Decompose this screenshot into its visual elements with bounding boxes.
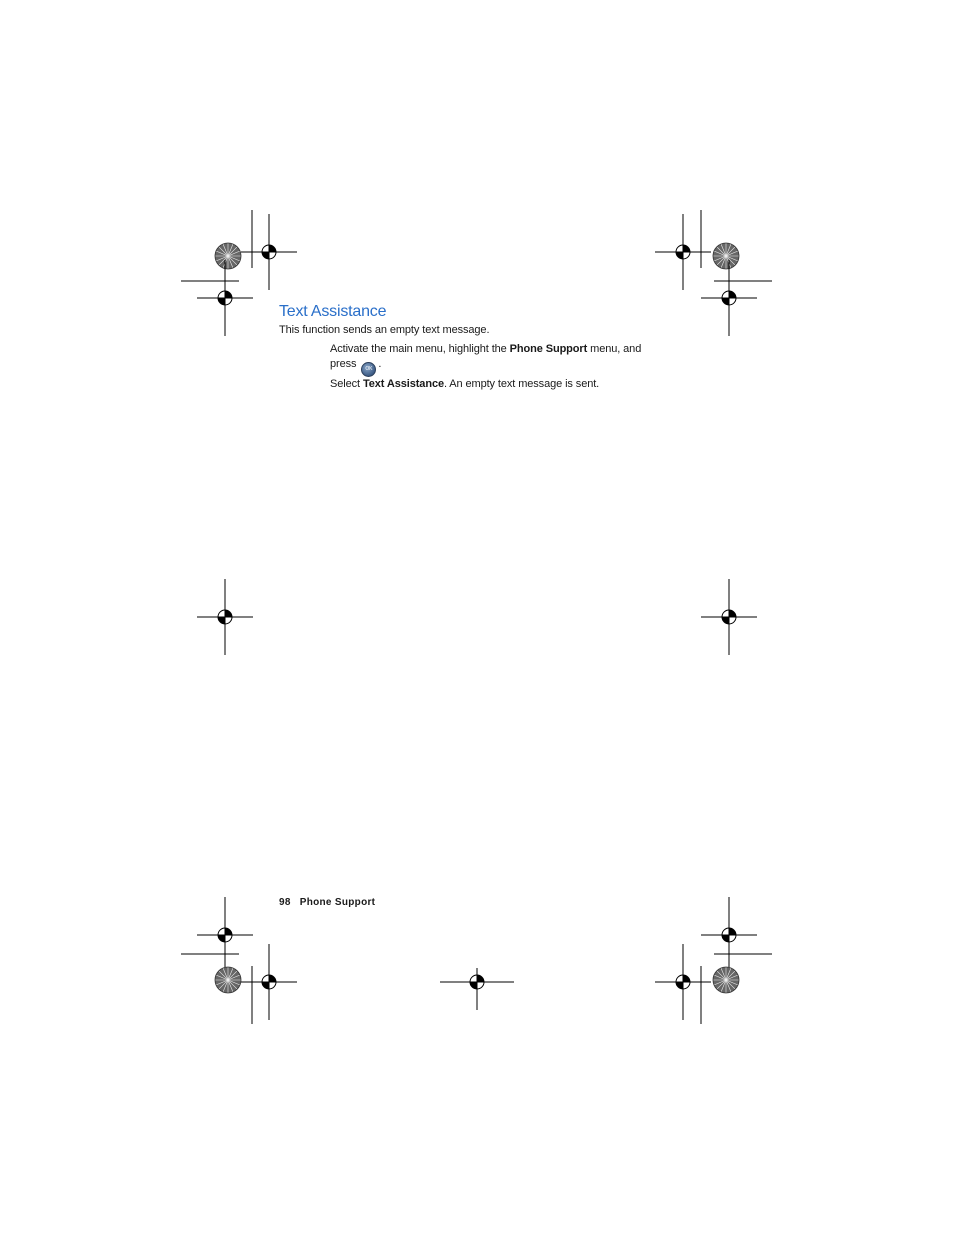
step-2-text: Select xyxy=(330,378,363,390)
step-2-bold-term: Text Assistance xyxy=(362,378,444,390)
step-1-bold-term: Phone Support xyxy=(509,343,588,355)
step-1-text-after: menu, and xyxy=(587,343,642,355)
section-title: Text Assistance xyxy=(279,303,387,320)
step-1-line-1 xyxy=(330,343,641,355)
section-intro: This function sends an empty text message. xyxy=(279,324,490,336)
step-1-period: . xyxy=(378,358,382,370)
footer-section-name: Phone Support xyxy=(299,897,376,908)
page-footer xyxy=(279,897,375,908)
step-1-text: Activate the main menu, highlight the xyxy=(330,343,510,355)
ok-key-icon: OK xyxy=(361,362,376,377)
step-1-press-text: press xyxy=(330,358,360,370)
page-number: 98 xyxy=(279,897,291,908)
step-1-line-2 xyxy=(330,358,381,377)
step-2-text-after: . An empty text message is sent. xyxy=(443,378,600,390)
step-2 xyxy=(330,378,599,390)
